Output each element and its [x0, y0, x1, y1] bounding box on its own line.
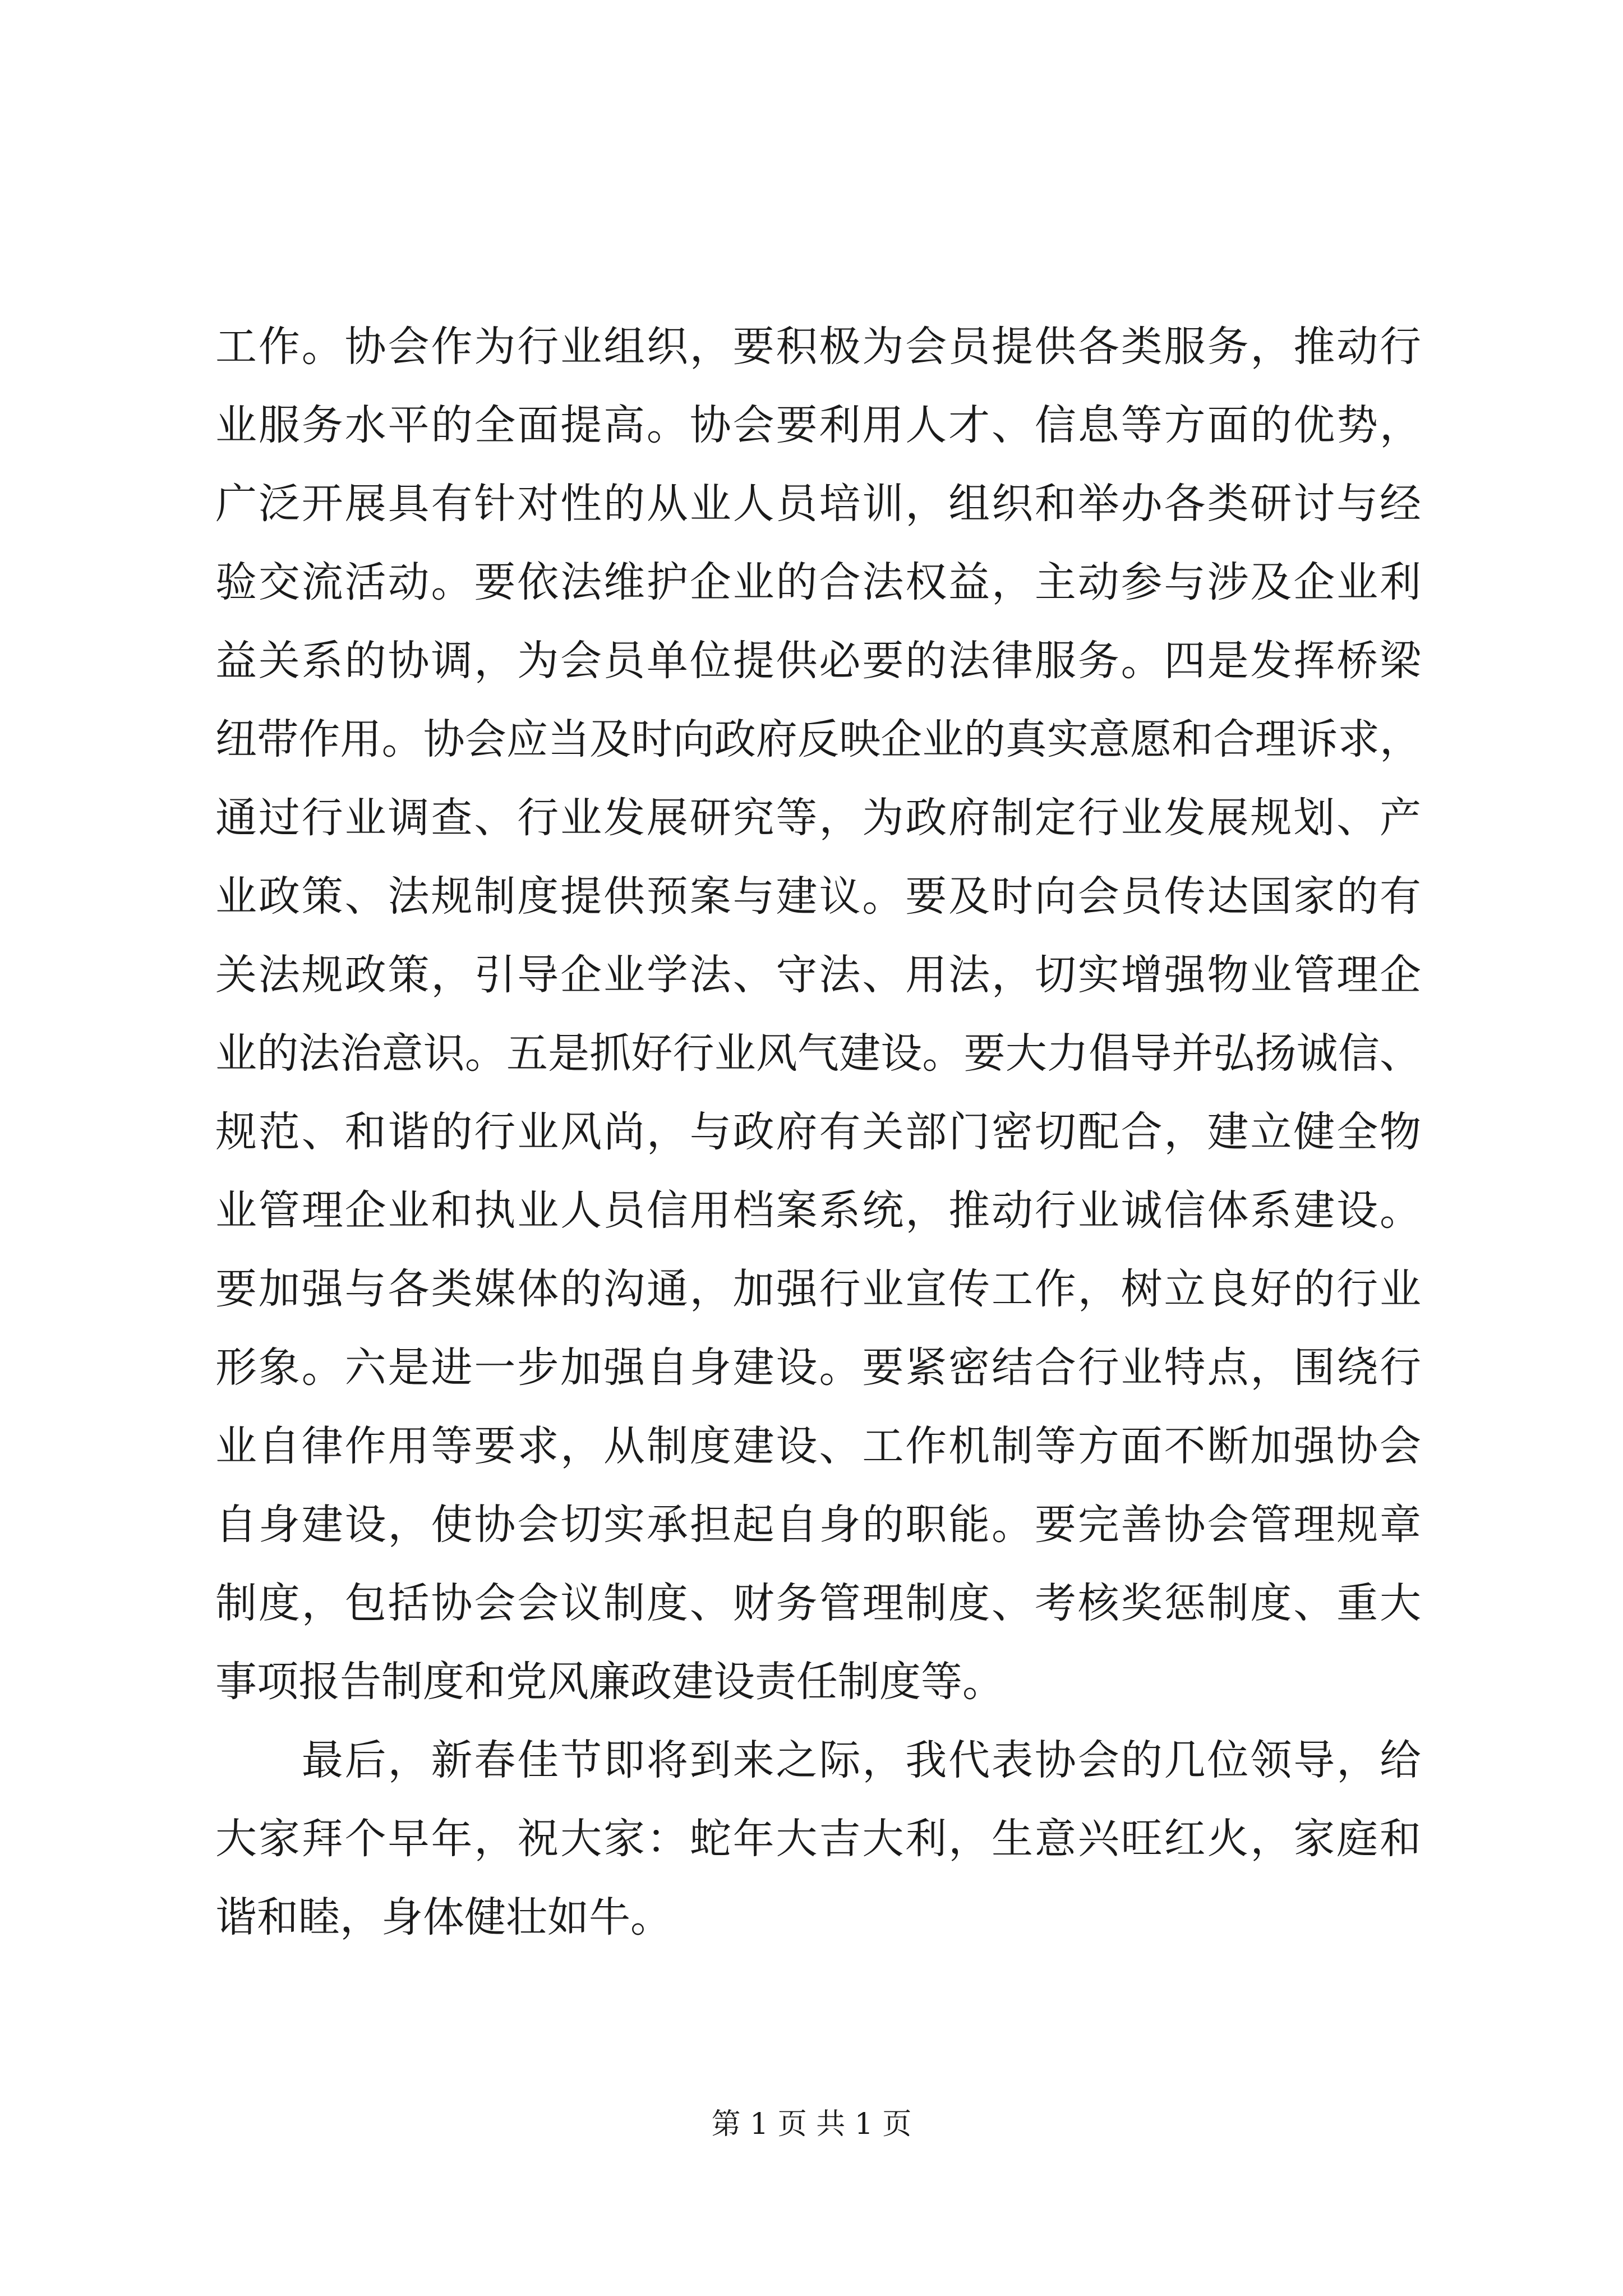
text-line: 谐和睦，身体健壮如牛。: [215, 1893, 672, 1941]
text-line: 大家拜个早年，祝大家：蛇年大吉大利，生意兴旺红火，家庭和: [215, 1815, 1421, 1863]
page-footer: [0, 2105, 1623, 2144]
page-number-label: 第 1 页 共 1 页: [711, 2108, 912, 2141]
text-line: 自身建设，使协会切实承担起自身的职能。要完善协会管理规章: [215, 1501, 1421, 1549]
text-line: 业自律作用等要求，从制度建设、工作机制等方面不断加强协会: [215, 1422, 1421, 1470]
text-line: 规范、和谐的行业风尚，与政府有关部门密切配合，建立健全物: [215, 1108, 1421, 1156]
text-line: 制度，包括协会会议制度、财务管理制度、考核奖惩制度、重大: [215, 1579, 1421, 1627]
body-text: [215, 307, 1421, 1957]
text-line: 广泛开展具有针对性的从业人员培训，组织和举办各类研讨与经: [215, 480, 1421, 528]
text-line: 形象。六是进一步加强自身建设。要紧密结合行业特点，围绕行: [215, 1343, 1421, 1392]
text-line: 要加强与各类媒体的沟通，加强行业宣传工作，树立良好的行业: [215, 1265, 1421, 1313]
text-line: 业政策、法规制度提供预案与建议。要及时向会员传达国家的有: [215, 872, 1421, 921]
text-line: 业的法治意识。五是抓好行业风气建设。要大力倡导并弘扬诚信、: [215, 1029, 1421, 1078]
text-line: 通过行业调查、行业发展研究等，为政府制定行业发展规划、产: [215, 794, 1421, 842]
text-line: 业管理企业和执业人员信用档案系统，推动行业诚信体系建设。: [215, 1186, 1421, 1235]
text-line: 最后，新春佳节即将到来之际，我代表协会的几位领导，给: [215, 1736, 1421, 1784]
text-line: 验交流活动。要依法维护企业的合法权益，主动参与涉及企业利: [215, 558, 1421, 606]
text-line: 事项报告制度和党风廉政建设责任制度等。: [215, 1658, 1004, 1706]
text-line: 业服务水平的全面提高。协会要利用人才、信息等方面的优势，: [215, 401, 1421, 449]
text-line: 工作。协会作为行业组织，要积极为会员提供各类服务，推动行: [215, 323, 1421, 371]
text-line: 关法规政策，引导企业学法、守法、用法，切实增强物业管理企: [215, 951, 1421, 999]
text-line: 纽带作用。协会应当及时向政府反映企业的真实意愿和合理诉求，: [215, 715, 1421, 763]
text-line: 益关系的协调，为会员单位提供必要的法律服务。四是发挥桥梁: [215, 637, 1421, 685]
